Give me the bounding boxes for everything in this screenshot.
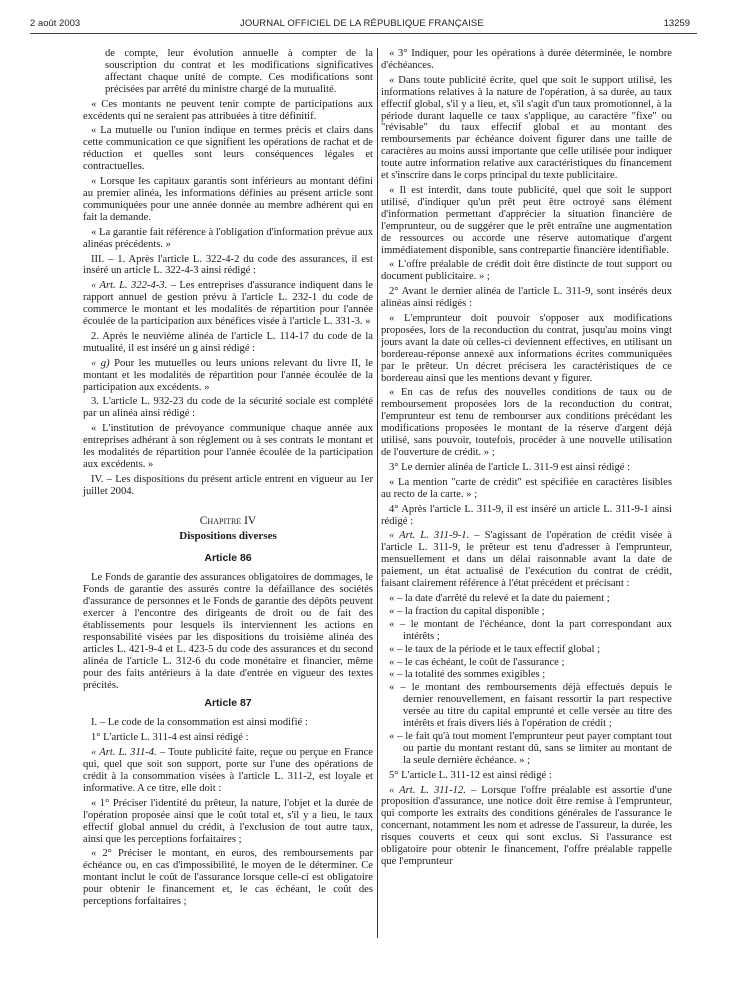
paragraph-text: – Toute publicité faite, reçue ou perçue en France qui, quel que soit son support, porte sur l'une des opérations de crédit à la consommation visées à l'article L. 311-2, est loyale et informative. A ce titre, elle doit : (83, 747, 373, 794)
paragraph: I. – Le code de la consommation est ainsi modifié : (91, 717, 308, 729)
paragraph-text: – Les entreprises d'assurance indiquent dans le rapport annuel de gestion prévu à l'article L. 232-1 du code de commerce le montant et les modalités de répartition pour l'année écoulée de la participation aux bénéfices visée à l'article L. 331-3. » (83, 280, 373, 328)
list-item: « – le fait qu'à tout moment l'emprunteur peut payer comptant tout ou partie du montant restant dû, sans se limiter au montant de la seule dernière échéance. » ; (389, 730, 672, 766)
paragraph: III. – 1. Après l'article L. 322-4-2 du code des assurances, il est inséré un article L. 322-4-3 ainsi rédigé : (83, 253, 373, 277)
article-heading: Article 86 (204, 551, 252, 564)
chapter-heading: Chapitre IV (199, 514, 257, 527)
paragraph: « En cas de refus des nouvelles conditions de taux ou de remboursement proposées lors de la reconduction du contrat, l'emprunteur est tenu de rembourser aux conditions précédant les modifications proposées le montant de la réserve d'argent déjà utilisé, sans pouvoir, toutefois, procéder à une nouvelle utilisation de l'ouverture de crédit. » ; (381, 387, 672, 458)
paragraph: « L'emprunteur doit pouvoir s'opposer aux modifications proposées, lors de la reconduction du contrat, jusqu'au moins vingt jours avant la date où celles-ci deviennent effectives, en utilisant un bordereau-réponse annexé aux informations écrites communiquées par le prêteur. Un décret précisera les caractéristiques de ce bordereau ainsi que les mentions devant y figurer. (381, 313, 672, 384)
list-item: « – le taux de la période et le taux effectif global ; (389, 643, 601, 655)
right-column (381, 48, 672, 871)
paragraph: 5° L'article L. 311-12 est ainsi rédigé : (389, 769, 552, 781)
paragraph: 2° Avant le dernier alinéa de l'article L. 311-9, sont insérés deux alinéas ainsi rédigés : (381, 286, 672, 310)
paragraph: « L'offre préalable de crédit doit être distincte de tout support ou document publicitaire. » ; (381, 259, 672, 283)
list-item: « – la date d'arrêté du relevé et la date du paiement ; (389, 592, 610, 604)
list-item: « – la fraction du capital disponible ; (389, 605, 545, 617)
paragraph: « L'institution de prévoyance communique chaque année aux entreprises adhérant à son règlement ou à ses contrats le montant et les modalités de répartition pour l'année écoulée de la participation aux excédents. » (83, 423, 373, 470)
paragraph: « Dans toute publicité écrite, quel que soit le support utilisé, les informations relatives à la nature de l'opération, à sa durée, au taux effectif global, s'il y a lieu, et, s'il s'agit d'un taux promotionnel, à la période durant laquelle ce taux s'applique, au caractère "fixe" ou "révisable" du taux effectif global et au montant des remboursements par échéance doivent figurer dans une taille de caractères au moins aussi importante que celle utilisée pour indiquer toute autre information relative aux caractéristiques du financement et s'inscrire dans le corps principal du texte publicitaire. (381, 74, 672, 182)
article-reference: « Art. L. 311-12. (389, 784, 466, 796)
column-separator (377, 48, 378, 938)
paragraph: 1° L'article L. 311-4 est ainsi rédigé : (91, 732, 249, 744)
article-reference: « Art. L. 322-4-3. (91, 280, 168, 292)
paragraph: « Ces montants ne peuvent tenir compte de participations aux excédents qui ne seraient pas attribuées à titre définitif. (83, 98, 373, 122)
paragraph (381, 785, 672, 868)
paragraph-text: – Lorsque l'offre préalable est assortie d'une proposition d'assurance, une notice doit être remise à l'emprunteur, qui comporte les extraits des conditions générales de l'assurance le concernant, notamment les nom et adresse de l'assureur, la durée, les risques couverts et ceux qui sont exclus. Si l'assurance est obligatoire pour obtenir le financement, l'offre préalable rappelle que l'emprunteur (381, 784, 672, 867)
left-column (83, 48, 373, 911)
paragraph: « La mutuelle ou l'union indique en termes précis et clairs dans cette communication ce que signifient les opérations de rachat et de réduction et quelles sont leurs conséquences légales et contractuelles. (83, 125, 373, 173)
paragraph: « La mention "carte de crédit" est spécifiée en caractères lisibles au recto de la carte. » ; (381, 476, 672, 500)
paragraph: 3° Le dernier alinéa de l'article L. 311-9 est ainsi rédigé : (389, 461, 631, 473)
paragraph (381, 530, 672, 590)
list-item: « – le cas échéant, le coût de l'assurance ; (389, 656, 565, 668)
article-heading: Article 87 (204, 696, 252, 709)
paragraph: 4° Après l'article L. 311-9, il est inséré un article L. 311-9-1 ainsi rédigé : (381, 503, 672, 527)
list-item: « – la totalité des sommes exigibles ; (389, 669, 546, 681)
paragraph (83, 280, 373, 328)
chapter-subtitle: Dispositions diverses (179, 529, 277, 542)
list-item: « – le montant de l'échéance, dont la part correspondant aux intérêts ; (389, 618, 672, 642)
paragraph: de compte, leur évolution annuelle à compter de la souscription du contrat et les modifications significatives affectant chaque unité de compte. Ces modifications sont précisées par arrêté du ministre chargé de la mutualité. (105, 48, 373, 95)
paragraph: 2. Après le neuvième alinéa de l'article L. 114-17 du code de la mutualité, il est inséré un g ainsi rédigé : (83, 330, 373, 354)
paragraph: « 2° Préciser le montant, en euros, des remboursements par échéance ou, en cas d'impossibilité, le moyen de le déterminer. Ce montant inclut le coût de l'assurance lorsque celle-ci est obligatoire pour obtenir le financement et, le cas échéant, le coût des perceptions forfaitaires ; (83, 848, 373, 908)
journal-title: JOURNAL OFFICIEL DE LA RÉPUBLIQUE FRANÇAISE (240, 18, 484, 29)
paragraph (83, 358, 373, 394)
header-rule (30, 33, 697, 34)
paragraph: IV. – Les dispositions du présent article entrent en vigueur au 1er juillet 2004. (83, 473, 373, 497)
page-number: 13259 (663, 18, 690, 29)
paragraph: Le Fonds de garantie des assurances obligatoires de dommages, le Fonds de garantie des assurés contre la défaillance des sociétés d'assurance de personnes et le Fonds de garantie des dépôts peuvent exercer à l'encontre des dirigeants de droit ou de fait des établissements pour lesquels ils interviennent les actions en responsabilité visées par les dispositions du troisième alinéa des articles L. 421-9-4 et L. 423-5 du code des assurances et du second alinéa de l'article L. 312-6 du code monétaire et financier, même pour des faits antérieurs à la date d'entrée en vigueur des textes précités. (83, 572, 373, 691)
list-item: « – le montant des remboursements déjà effectués depuis le dernier renouvellement, en faisant ressortir la part respective versée au titre du capital emprunté et celle versée au titre des intérêts et frais divers liés à l'opération de crédit ; (389, 682, 672, 730)
publication-date: 2 août 2003 (30, 18, 81, 29)
page-header (30, 18, 714, 34)
article-reference: « Art. L. 311-4. (91, 747, 157, 759)
paragraph: « 1° Préciser l'identité du prêteur, la nature, l'objet et la durée de l'opération proposée ainsi que le coût total et, s'il y a lieu, le taux effectif global annuel du crédit, à l'exclusion de tout autre taux, ainsi que les perceptions forfaitaires ; (83, 797, 373, 845)
paragraph-text: Pour les mutuelles ou leurs unions relevant du livre II, le montant et les modalités de répartition pour l'année écoulée de la participation aux excédents. » (83, 357, 373, 393)
paragraph (83, 747, 373, 795)
paragraph: « Il est interdit, dans toute publicité, quel que soit le support utilisé, d'indiquer qu'un prêt peut être octroyé sans élément d'information permettant d'apprécier la situation financière de l'emprunteur, ou de suggérer que le prêt entraîne une augmentation de ressources ou accorde une réserve automatique d'argent immédiatement disponible, sans contrepartie financière identifiable. (381, 184, 672, 256)
paragraph: 3. L'article L. 932-23 du code de la sécurité sociale est complété par un alinéa ainsi rédigé : (83, 396, 373, 420)
article-reference: « Art. L. 311-9-1. (389, 530, 470, 542)
paragraph: « 3° Indiquer, pour les opérations à durée déterminée, le nombre d'échéances. (381, 48, 672, 71)
article-reference: « g) (91, 357, 110, 369)
paragraph: « Lorsque les capitaux garantis sont inférieurs au montant défini au premier alinéa, les informations définies au présent article sont communiquées pour une année donnée au membre adhérent qui en fait la demande. (83, 176, 373, 223)
paragraph-text: – S'agissant de l'opération de crédit visée à l'article L. 311-9, le prêteur est tenu d'adresser à l'emprunteur, mensuellement et dans un délai raisonnable avant la date de paiement, un état actualisé de l'exécution du contrat de crédit, faisant clairement référence à l'état précédent et précisant : (381, 530, 672, 590)
paragraph: « La garantie fait référence à l'obligation d'information prévue aux alinéas précédents. » (83, 226, 373, 250)
